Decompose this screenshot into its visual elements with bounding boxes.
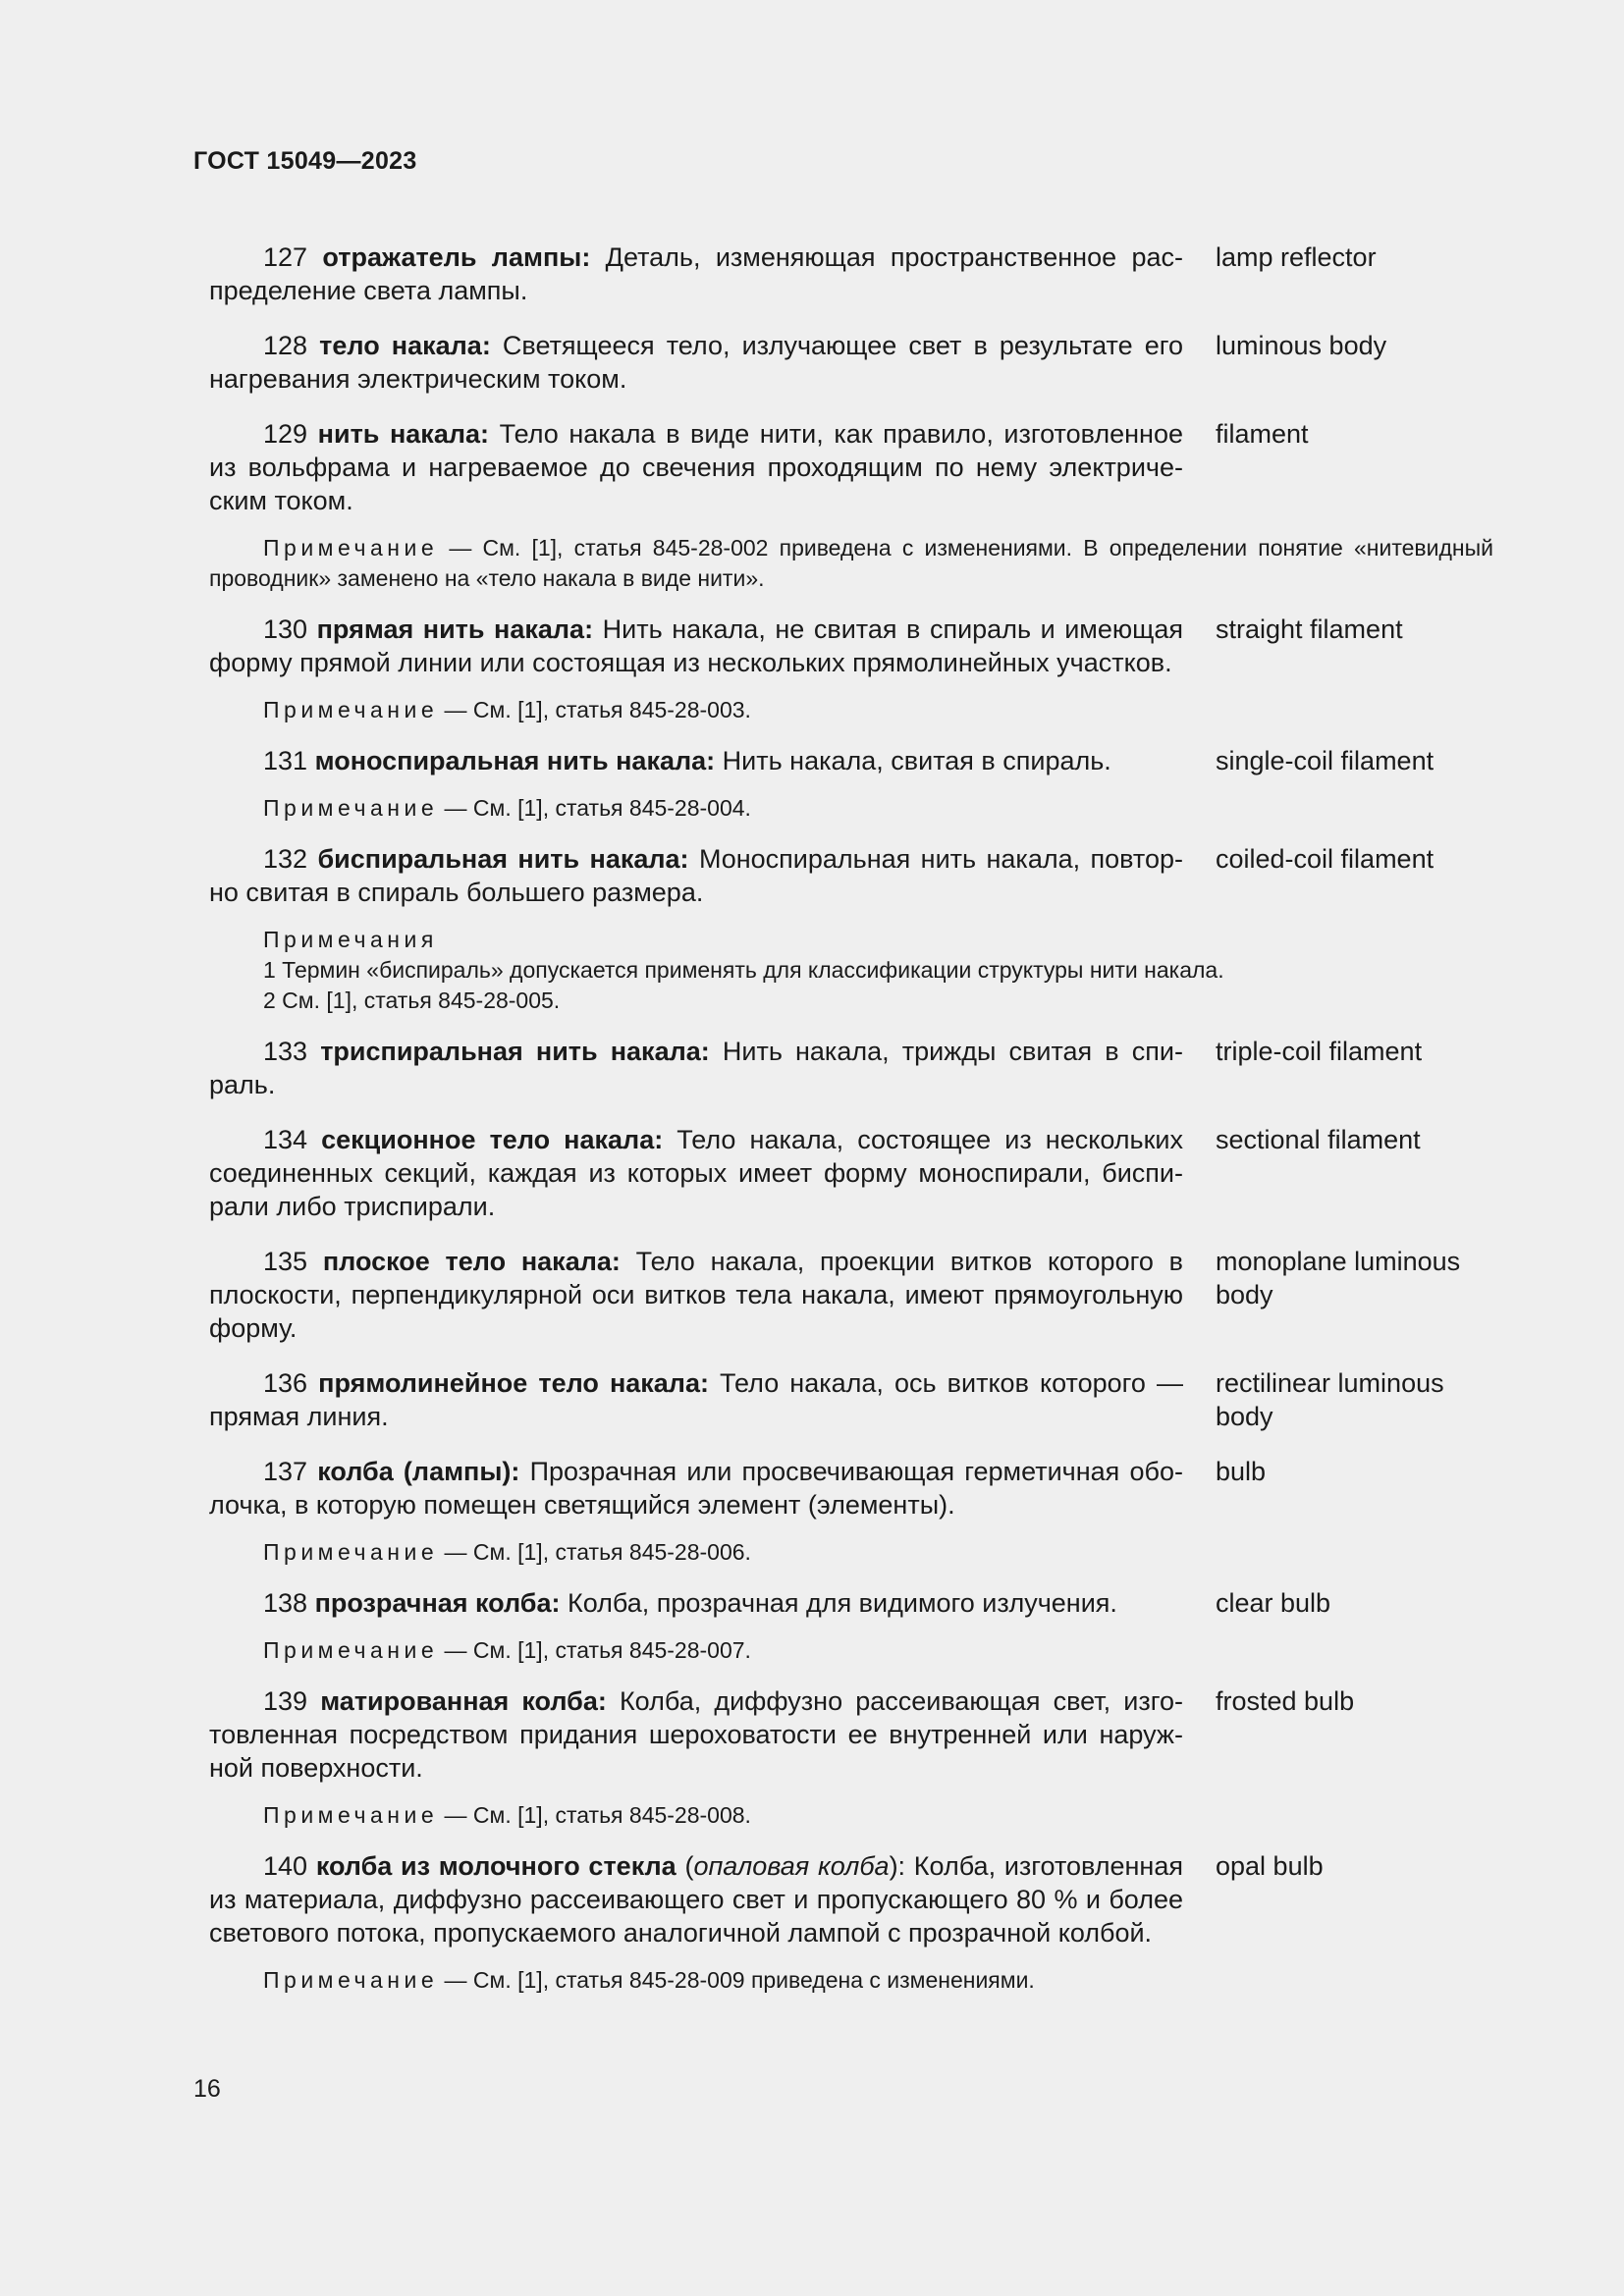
term-def-text: Нить накала, трижды свитая в спираль.: [209, 1037, 1183, 1099]
term-english: clear bulb: [1216, 1588, 1331, 1618]
note-item-2: 2 См. [1], статья 845-28-005.: [263, 988, 561, 1013]
term-number: 140: [263, 1851, 308, 1881]
note-text: — См. [1], статья 845-28-006.: [444, 1539, 751, 1565]
term-entry-130: [209, 613, 1495, 679]
term-note: [209, 793, 1495, 824]
note-label: Примечание: [263, 1637, 439, 1663]
term-english: bulb: [1216, 1457, 1267, 1486]
term-number: 132: [263, 844, 308, 874]
note-label: Примечание: [263, 1539, 439, 1565]
term-entry-135: [209, 1245, 1495, 1345]
term-alternative: опаловая колба: [693, 1851, 890, 1881]
term-english: lamp reflector: [1216, 242, 1377, 272]
note-text: — См. [1], статья 845-28-002 приведена с изменениями. В определении понятие «нитевидный проводник» заменено на «тело накала в виде нити».: [209, 535, 1493, 591]
term-alt-close: ):: [889, 1851, 906, 1881]
term-number: 139: [263, 1686, 308, 1716]
term-definition: [209, 240, 1183, 307]
term-number: 135: [263, 1247, 308, 1276]
term-title: плоское тело накала:: [322, 1247, 621, 1276]
term-definition: [209, 417, 1183, 517]
term-def-text: Тело накала, ось витков которого — прямая линия.: [209, 1368, 1183, 1431]
term-english: single-coil filament: [1216, 746, 1435, 775]
page-number: 16: [193, 2075, 221, 2103]
term-definition: [209, 329, 1183, 396]
note-label: Примечание: [263, 1802, 439, 1828]
note-label: Примечание: [263, 1967, 439, 1993]
term-entry-136: [209, 1366, 1495, 1433]
note-text: — См. [1], статья 845-28-004.: [444, 795, 751, 821]
term-definition: [209, 1586, 1183, 1620]
term-title: триспиральная нить накала:: [320, 1037, 710, 1066]
term-definition: [209, 842, 1183, 909]
term-alt-open: (: [676, 1851, 694, 1881]
note-text: — См. [1], статья 845-28-008.: [444, 1802, 751, 1828]
term-note: [209, 695, 1495, 725]
term-number: 127: [263, 242, 308, 272]
term-number: 129: [263, 419, 308, 449]
term-number: 134: [263, 1125, 308, 1154]
term-entry-140: [209, 1849, 1495, 1949]
term-english: triple-coil filament: [1216, 1037, 1423, 1066]
term-entry-132: [209, 842, 1495, 909]
term-definition: [209, 744, 1183, 777]
term-definition: [209, 1455, 1183, 1522]
term-def-text: Прозрачная или просвечивающая герметичная оболочка, в которую помещен светящийся элемент (элементы).: [209, 1457, 1183, 1520]
term-entry-129: [209, 417, 1495, 517]
document-header: ГОСТ 15049—2023: [193, 147, 417, 175]
term-number: 128: [263, 331, 308, 360]
term-def-text: Светящееся тело, излучающее свет в результате его нагревания электрическим током.: [209, 331, 1183, 394]
term-english: rectilinear luminous body: [1216, 1368, 1444, 1431]
note-label: Примечание: [263, 535, 439, 561]
note-label: Примечание: [263, 697, 439, 722]
term-entry-133: [209, 1035, 1495, 1101]
term-entry-139: [209, 1684, 1495, 1785]
term-definition: [209, 1849, 1183, 1949]
note-text: — См. [1], статья 845-28-007.: [444, 1637, 751, 1663]
term-def-text: Моноспиральная нить накала, повторно свитая в спираль большего размера.: [209, 844, 1183, 907]
term-definition: [209, 1366, 1183, 1433]
term-title: прямолинейное тело накала:: [318, 1368, 709, 1398]
term-english: monoplane luminous body: [1216, 1247, 1461, 1309]
term-entry-137: [209, 1455, 1495, 1522]
term-entry-138: [209, 1586, 1495, 1620]
term-def-text: Колба, прозрачная для видимого излучения.: [560, 1588, 1117, 1618]
term-english: opal bulb: [1216, 1851, 1324, 1881]
term-number: 136: [263, 1368, 308, 1398]
term-title: моноспиральная нить накала:: [314, 746, 716, 775]
term-def-text: Деталь, изменяющая пространственное распределение света лампы.: [209, 242, 1183, 305]
term-title: колба (лампы):: [317, 1457, 520, 1486]
term-english: coiled-coil filament: [1216, 844, 1435, 874]
term-definition: [209, 1245, 1183, 1345]
notes-label: Примечания: [263, 927, 438, 952]
term-title: нить накала:: [317, 419, 489, 449]
term-number: 138: [263, 1588, 308, 1618]
term-definition: [209, 1123, 1183, 1223]
term-def-text: Нить накала, свитая в спираль.: [715, 746, 1111, 775]
term-number: 131: [263, 746, 308, 775]
term-title: секционное тело накала:: [321, 1125, 664, 1154]
term-def-text: Тело накала в виде нити, как правило, изготовленное из вольфрама и нагреваемое до свечения проходящим по нему электрическим током.: [209, 419, 1183, 515]
term-entry-128: [209, 329, 1495, 396]
term-definition: [209, 613, 1183, 679]
term-definition: [209, 1035, 1183, 1101]
term-english: frosted bulb: [1216, 1686, 1355, 1716]
term-title: прямая нить накала:: [316, 614, 594, 644]
term-def-text: Нить накала, не свитая в спираль и имеющая форму прямой линии или состоящая из нескольких прямолинейных участков.: [209, 614, 1183, 677]
term-title: биспиральная нить накала:: [317, 844, 689, 874]
term-english: sectional filament: [1216, 1125, 1421, 1154]
term-note: [209, 1537, 1495, 1568]
term-def-text: Колба, изготовленная из материала, диффузно рассеивающего свет и пропускающего 80 % и более светового потока, пропускаемого аналогичной лампой с прозрачной колбой.: [209, 1851, 1183, 1948]
terms-list: [209, 240, 1495, 1996]
term-entry-127: [209, 240, 1495, 307]
term-title: тело накала:: [319, 331, 491, 360]
term-entry-134: [209, 1123, 1495, 1223]
term-number: 133: [263, 1037, 308, 1066]
term-note: [209, 533, 1493, 594]
term-def-text: Тело накала, состоящее из нескольких соединенных секций, каждая из которых имеет форму моноспирали, биспирали либо триспирали.: [209, 1125, 1183, 1221]
note-text: — См. [1], статья 845-28-009 приведена с изменениями.: [444, 1967, 1035, 1993]
term-title: колба из молочного стекла: [315, 1851, 677, 1881]
term-title: прозрачная колба:: [314, 1588, 561, 1618]
term-note: [209, 1800, 1495, 1831]
term-english: straight filament: [1216, 614, 1403, 644]
term-entry-131: [209, 744, 1495, 777]
term-definition: [209, 1684, 1183, 1785]
term-def-text: Тело накала, проекции витков которого в плоскости, перпендикулярной оси витков тела накала, имеют прямоугольную форму.: [209, 1247, 1183, 1343]
note-label: Примечание: [263, 795, 439, 821]
term-number: 130: [263, 614, 308, 644]
term-number: 137: [263, 1457, 308, 1486]
term-note: [209, 1635, 1495, 1666]
note-item-1: 1 Термин «биспираль» допускается применять для классификации структуры нити накала.: [263, 957, 1224, 983]
note-text: — См. [1], статья 845-28-003.: [444, 697, 751, 722]
term-title: отражатель лампы:: [322, 242, 591, 272]
term-def-text: Колба, диффузно рассеивающая свет, изготовленная посредством придания шероховатости ее внутренней или наружной поверхности.: [209, 1686, 1183, 1783]
term-english: luminous body: [1216, 331, 1387, 360]
term-note: [209, 1965, 1495, 1996]
term-title: матированная колба:: [320, 1686, 607, 1716]
term-english: filament: [1216, 419, 1309, 449]
